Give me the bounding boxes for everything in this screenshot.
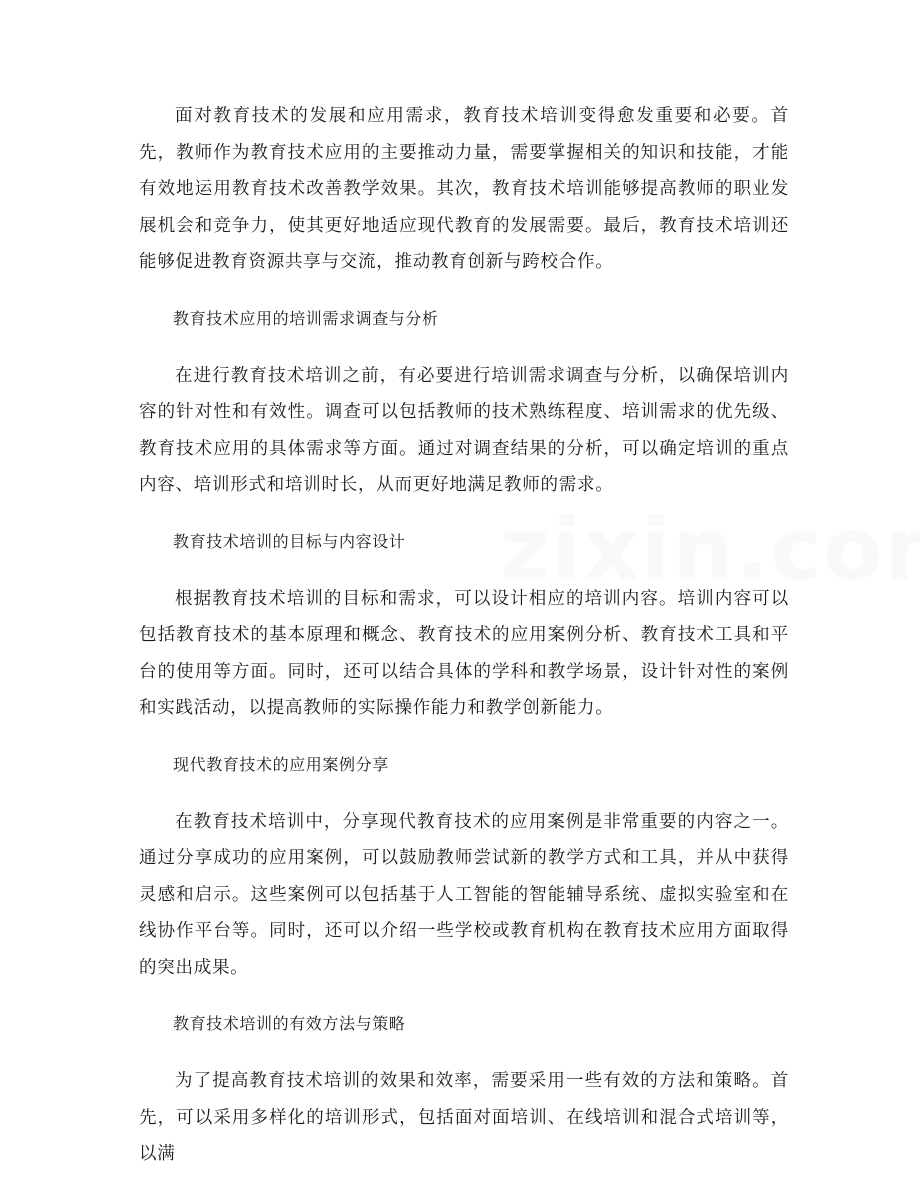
heading-needs-survey: 教育技术应用的培训需求调查与分析 [173,308,439,328]
paragraph-needs-survey: 在进行教育技术培训之前，有必要进行培训需求调查与分析，以确保培训内容的针对性和有效性。调查可以包括教师的技术熟练程度、培训需求的优先级、教育技术应用的具体需求等方面。通过对调查结果的分析，可以确定培训的重点内容、培训形式和培训时长，从而更好地满足教师的需求。 [139,365,789,495]
heading-case-sharing: 现代教育技术的应用案例分享 [173,754,389,774]
paragraph-training-importance: 面对教育技术的发展和应用需求，教育技术培训变得愈发重要和必要。首先，教师作为教育技术应用的主要推动力量，需要掌握相关的知识和技能，才能有效地运用教育技术改善教学效果。其次，教育技术培训能够提高教师的职业发展机会和竞争力，使其更好地适应现代教育的发展需要。最后，教育技术培训还能够促进教育资源共享与交流，推动教育创新与跨校合作。 [139,106,789,272]
paragraph-goals-content: 根据教育技术培训的目标和需求，可以设计相应的培训内容。培训内容可以包括教育技术的基本原理和概念、教育技术的应用案例分析、教育技术工具和平台的使用等方面。同时，还可以结合具体的学科和教学场景，设计针对性的案例和实践活动，以提高教师的实际操作能力和教学创新能力。 [139,588,789,718]
paragraph-methods-strategies: 为了提高教育技术培训的效果和效率，需要采用一些有效的方法和策略。首先，可以采用多样化的培训形式，包括面对面培训、在线培训和混合式培训等，以满 [139,1071,789,1164]
heading-goals-content: 教育技术培训的目标与内容设计 [173,531,406,551]
document-body [139,98,789,1173]
paragraph-case-sharing: 在教育技术培训中，分享现代教育技术的应用案例是非常重要的内容之一。通过分享成功的应用案例，可以鼓励教师尝试新的教学方式和工具，并从中获得灵感和启示。这些案例可以包括基于人工智能的智能辅导系统、虚拟实验室和在线协作平台等。同时，还可以介绍一些学校或教育机构在教育技术应用方面取得的突出成果。 [139,811,789,978]
heading-methods-strategies: 教育技术培训的有效方法与策略 [173,1014,406,1033]
